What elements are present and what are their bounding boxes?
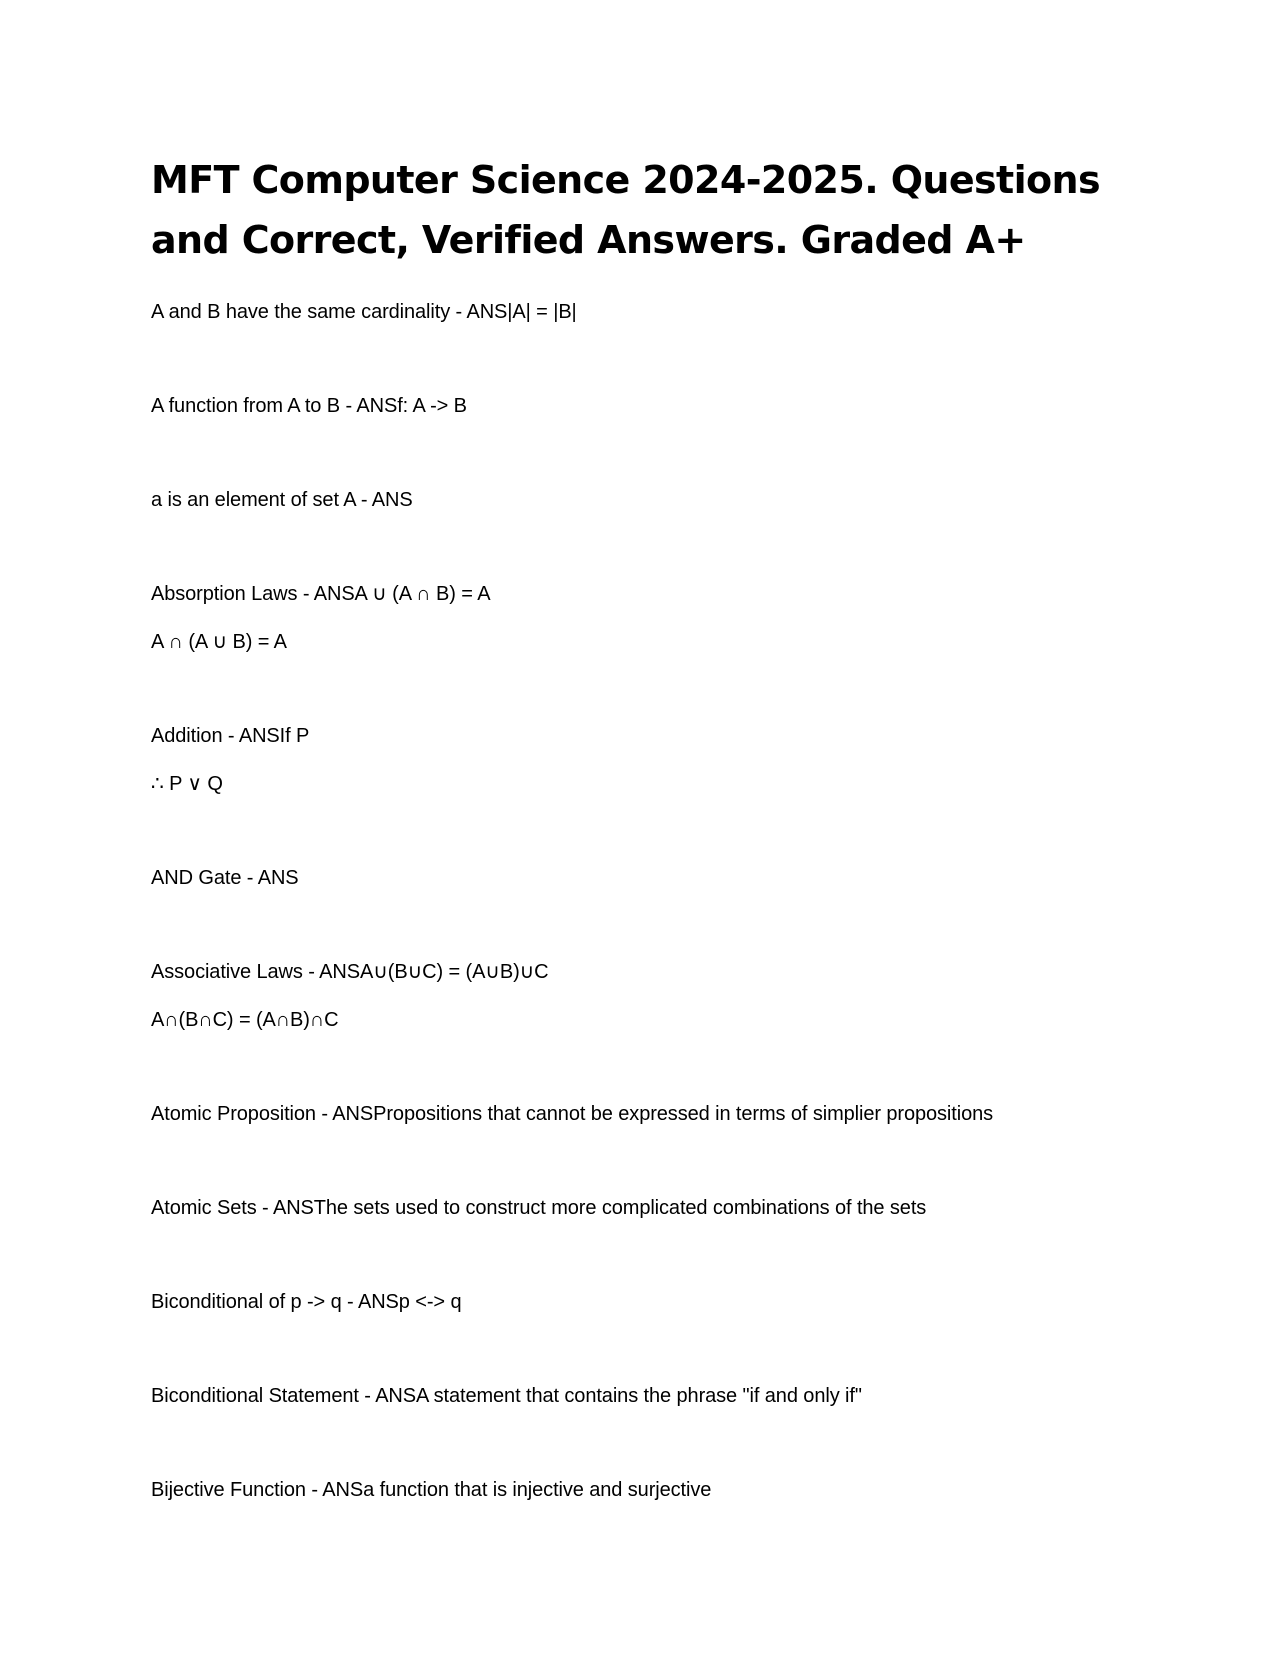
qa-line: A and B have the same cardinality - ANS|A| = |B| <box>151 301 577 323</box>
qa-line: Addition - ANSIf P <box>151 725 310 747</box>
qa-entry <box>151 1184 1161 1232</box>
qa-line: a is an element of set A - ANS <box>151 489 413 511</box>
qa-line: Bijective Function - ANSa function that is injective and surjective <box>151 1479 712 1501</box>
qa-line: A∩(B∩C) = (A∩B)∩C <box>151 1009 339 1031</box>
qa-entry <box>151 1278 1161 1326</box>
qa-line: A ∩ (A ∪ B) = A <box>151 631 287 653</box>
qa-entry <box>151 1466 1161 1514</box>
qa-entry <box>151 476 1161 524</box>
qa-entry <box>151 948 1161 1044</box>
document-body <box>151 150 1161 1560</box>
qa-line: Absorption Laws - ANSA ∪ (A ∩ B) = A <box>151 583 491 605</box>
qa-line: Biconditional Statement - ANSA statement that contains the phrase "if and only if" <box>151 1385 862 1407</box>
qa-line: Associative Laws - ANSA∪(B∪C) = (A∪B)∪C <box>151 961 549 983</box>
qa-line: Atomic Sets - ANSThe sets used to construct more complicated combinations of the sets <box>151 1197 927 1219</box>
qa-entry <box>151 570 1161 666</box>
qa-line: Atomic Proposition - ANSPropositions that cannot be expressed in terms of simplier propositions <box>151 1103 994 1125</box>
qa-line: AND Gate - ANS <box>151 867 299 889</box>
qa-line: A function from A to B - ANSf: A -> B <box>151 395 467 417</box>
qa-entry <box>151 382 1161 430</box>
qa-entry <box>151 854 1161 902</box>
qa-line: Biconditional of p -> q - ANSp <-> q <box>151 1291 462 1313</box>
document-title: MFT Computer Science 2024-2025. Questions and Correct, Verified Answers. Graded A+ <box>151 158 1101 262</box>
qa-entry <box>151 712 1161 808</box>
qa-line: ∴ P ∨ Q <box>151 773 223 795</box>
qa-entry <box>151 288 1161 336</box>
qa-entry <box>151 1372 1161 1420</box>
qa-entry <box>151 1090 1161 1138</box>
